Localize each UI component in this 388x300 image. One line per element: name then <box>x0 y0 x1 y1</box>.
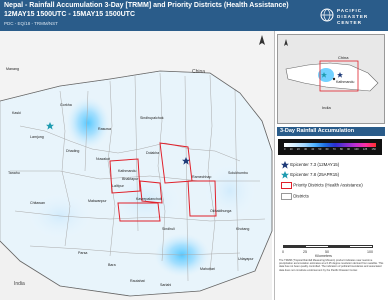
map-label-tanahu: Tanahu <box>8 171 20 175</box>
ramp-tick: 125 <box>362 148 368 151</box>
ramp-tick: 40 <box>311 148 315 151</box>
map-label-mahottari: Mahottari <box>200 267 215 271</box>
scale-bar-graphic <box>283 245 373 248</box>
ramp-tick: 20 <box>296 148 300 151</box>
districts-swatch <box>281 193 292 200</box>
ramp-tick: 10 <box>289 148 293 151</box>
inset-label-india: India <box>322 105 331 110</box>
scale-bar <box>279 242 379 256</box>
legend-priority-label: Priority Districts (Health Assistance) <box>293 182 363 188</box>
legend-epicenter-1-label: Epicenter 7.3 (12MAY15) <box>290 162 340 168</box>
map-label-dhading: Dhading <box>66 149 80 153</box>
scale-label: 25 <box>303 250 307 254</box>
scale-label: 50 <box>325 250 329 254</box>
ramp-tick: 50 <box>318 148 322 151</box>
map-label-kaski: Kaski <box>12 111 21 115</box>
ramp-tick: 60 <box>325 148 329 151</box>
map-label-sarlahi: Sarlahi <box>160 283 172 287</box>
product-code: PDC - EQ/18 - TRMM/NST <box>4 21 58 26</box>
logo-line-1: PACIFIC <box>337 8 363 13</box>
map-label-lamjung: Lamjung <box>30 135 44 139</box>
legend-title: 3-Day Rainfall Accumulation <box>277 127 385 136</box>
ramp-tick: 100 <box>354 148 359 151</box>
map-label-sindhuli: Sindhuli <box>162 227 175 231</box>
logo-line-3: CENTER <box>337 20 362 25</box>
map-label-kavrepalanchok: Kavrepalanchok <box>136 197 162 201</box>
map-title: Nepal - Rainfall Accumulation 3-Day [TRMM] and Priority Districts (Health Assistance) <box>4 2 289 9</box>
ramp-tick: 30 <box>304 148 307 151</box>
map-label-china: China <box>192 69 206 75</box>
ramp-tick: 80 <box>339 148 343 151</box>
inset-map[interactable] <box>277 34 385 124</box>
star-icon <box>281 171 289 179</box>
inset-label-kathmandu: Kathmandu <box>336 80 355 84</box>
map-label-makwanpur: Makwanpur <box>88 199 107 203</box>
ramp-ticks <box>284 148 376 151</box>
map-label-gorkha: Gorkha <box>60 103 72 107</box>
ramp-tick: 90 <box>347 148 350 151</box>
map-label-bhaktapur: Bhaktapur <box>122 177 139 181</box>
legend-epicenter-1 <box>281 161 339 169</box>
map-label-rasuwa: Rasuwa <box>98 127 111 131</box>
title-bar <box>0 0 388 31</box>
rainfall-color-ramp <box>278 139 382 155</box>
map-label-ramechhap: Ramechhap <box>192 175 212 179</box>
priority-swatch <box>281 182 292 189</box>
map-label-rautahat: Rautahat <box>130 279 145 283</box>
map-label-sindhupalchok: Sindhupalchok <box>140 116 164 120</box>
legend-epicenter-2 <box>281 171 339 179</box>
map-label-kathmandu: Kathmandu <box>118 169 137 173</box>
map-label-nuwakot: Nuwakot <box>96 157 110 161</box>
scale-label: 0 <box>282 250 284 254</box>
ramp-tick: 0 <box>284 148 286 151</box>
map-label-india: India <box>14 281 25 287</box>
inset-label-china: China <box>338 55 349 60</box>
scale-label: 100 <box>367 250 373 254</box>
rainfall-blob-west <box>66 97 110 149</box>
side-panel <box>274 31 388 300</box>
legend-priority <box>281 182 363 189</box>
main-map[interactable] <box>0 31 274 300</box>
map-label-okhaldhunga: Okhaldhunga <box>210 209 232 213</box>
logo-line-2: DISASTER <box>337 14 369 19</box>
globe-icon <box>320 8 334 22</box>
legend-districts <box>281 193 309 200</box>
legend-epicenter-2-label: Epicenter 7.8 (25APR15) <box>290 172 340 178</box>
ramp-bar <box>284 143 376 147</box>
map-label-parsa: Parsa <box>78 251 88 255</box>
map-subtitle: 12MAY15 1500UTC - 15MAY15 1500UTC <box>4 11 135 18</box>
map-label-lalitpur: Lalitpur <box>112 184 124 188</box>
inset-kathmandu-dot <box>333 78 335 80</box>
scale-units: Kilometers <box>315 254 332 258</box>
map-label-dolakha: Dolakha <box>146 151 160 155</box>
map-label-khotang: Khotang <box>236 227 250 231</box>
legend-districts-label: Districts <box>293 193 309 199</box>
ramp-tick: 150 <box>371 148 376 151</box>
star-icon <box>281 161 289 169</box>
inset-map-canvas <box>278 35 384 123</box>
pdc-logo <box>320 3 382 29</box>
map-label-manang: Manang <box>6 67 19 71</box>
main-map-canvas <box>0 31 274 300</box>
map-label-chitawan: Chitawan <box>30 201 45 205</box>
ramp-tick: 70 <box>332 148 336 151</box>
disclaimer-text: The TRMM (Tropical Rainfall Measuring Mission) product indicates near real-time precipitation accumulation estimates at a 0.25 degree resolution derived from satellite. This data has not been quality controlled. The indication of political boundaries and associated data does not constitute endorsement by the Pacific Disaster Center. <box>279 259 384 272</box>
map-label-bara: Bara <box>108 263 116 267</box>
map-label-udayapur: Udayapur <box>238 257 254 261</box>
map-label-solukhumbu: Solukhumbu <box>228 171 248 175</box>
